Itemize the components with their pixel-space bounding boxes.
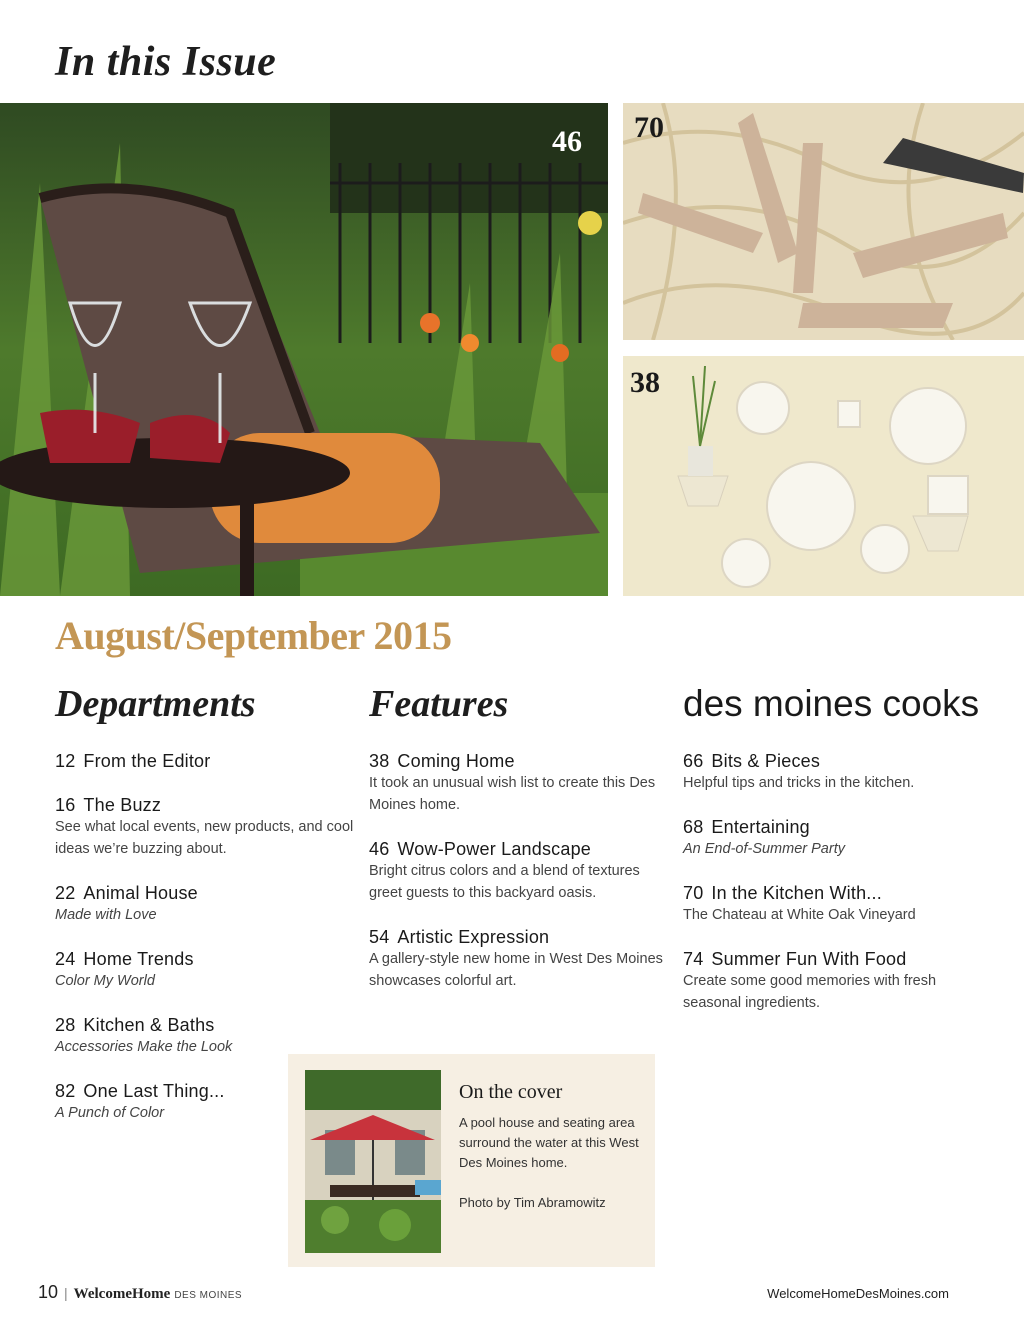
cooks-column: [683, 680, 983, 1036]
toc-page-number: 68: [683, 817, 704, 837]
toc-entry-description: A gallery-style new home in West Des Moines showcases colorful art.: [369, 951, 663, 989]
toc-entry-description: See what local events, new products, and cool ideas we’re buzzing about.: [55, 819, 354, 857]
toc-entry-title: [55, 948, 355, 970]
toc-entry[interactable]: [55, 1014, 355, 1058]
toc-title-text: One Last Thing...: [83, 1081, 225, 1101]
toc-entry-description: Create some good memories with fresh seasonal ingredients.: [683, 973, 937, 1011]
toc-entry-description: The Chateau at White Oak Vineyard: [683, 907, 916, 923]
toc-entry[interactable]: [55, 794, 355, 860]
toc-entry-description: Bright citrus colors and a blend of textures greet guests to this backyard oasis.: [369, 863, 640, 901]
toc-title-text: Artistic Expression: [397, 927, 550, 947]
toc-page-number: 22: [55, 883, 76, 903]
features-list: [369, 750, 669, 992]
toc-entry[interactable]: [683, 948, 983, 1014]
toc-page-number: 46: [369, 839, 390, 859]
cover-photo: [305, 1070, 441, 1253]
toc-entry-description: Color My World: [55, 973, 155, 989]
toc-page-number: 74: [683, 949, 704, 969]
toc-entry[interactable]: [369, 838, 669, 904]
footer-city: DES MOINES: [174, 1290, 243, 1301]
toc-page-number: 38: [369, 751, 390, 771]
footer-divider: |: [64, 1285, 68, 1301]
toc-title-text: Home Trends: [83, 949, 194, 969]
toc-page-number: 16: [55, 795, 76, 815]
toc-title-text: Wow-Power Landscape: [397, 839, 591, 859]
toc-page-number: 70: [683, 883, 704, 903]
toc-entry-description: A Punch of Color: [55, 1105, 165, 1121]
toc-title-text: Kitchen & Baths: [83, 1015, 215, 1035]
toc-entry[interactable]: [55, 882, 355, 926]
toc-title-text: Coming Home: [397, 751, 515, 771]
toc-entry[interactable]: [55, 948, 355, 992]
footer-page-number: 10: [38, 1282, 59, 1302]
toc-entry-title: [55, 1014, 355, 1036]
toc-page-number: 28: [55, 1015, 76, 1035]
pasta-photo: [623, 103, 1024, 340]
toc-entry[interactable]: [683, 750, 983, 794]
photo-page-tag: 46: [552, 125, 582, 158]
toc-entry-title: [683, 882, 983, 904]
toc-entry[interactable]: [55, 750, 355, 772]
footer-left: [38, 1282, 242, 1303]
cover-title: On the cover: [459, 1081, 563, 1103]
toc-entry-title: [683, 750, 983, 772]
toc-entry-description: It took an unusual wish list to create this Des Moines home.: [369, 775, 656, 813]
features-column: [369, 680, 669, 1014]
toc-page-number: 66: [683, 751, 704, 771]
toc-entry-description: Made with Love: [55, 907, 157, 923]
toc-entry-title: [683, 948, 983, 970]
toc-entry-description: Accessories Make the Look: [55, 1039, 233, 1055]
issue-date: August/September 2015: [55, 613, 452, 658]
departments-heading: Departments: [55, 683, 256, 725]
toc-page-number: 24: [55, 949, 76, 969]
toc-entry-title: [55, 750, 355, 772]
toc-entry[interactable]: [683, 882, 983, 926]
toc-title-text: Summer Fun With Food: [711, 949, 907, 969]
toc-entry-title: [55, 882, 355, 904]
toc-title-text: The Buzz: [83, 795, 162, 815]
footer-website[interactable]: WelcomeHomeDesMoines.com: [767, 1286, 949, 1301]
toc-entry[interactable]: [369, 750, 669, 816]
cooks-heading: des moines cooks: [683, 683, 980, 724]
toc-entry-title: [369, 926, 669, 948]
toc-entry-title: [369, 750, 669, 772]
toc-entry-description: Helpful tips and tricks in the kitchen.: [683, 775, 915, 791]
toc-title-text: From the Editor: [83, 751, 211, 771]
toc-entry-title: [55, 794, 355, 816]
page-title: In this Issue: [55, 39, 277, 85]
photo-page-tag: 38: [630, 366, 660, 399]
cover-text: A pool house and seating area surround the water at this West Des Moines home.: [459, 1115, 639, 1170]
features-heading: Features: [369, 683, 509, 725]
toc-title-text: In the Kitchen With...: [711, 883, 882, 903]
toc-page-number: 54: [369, 927, 390, 947]
footer-brand: WelcomeHome: [73, 1286, 171, 1302]
toc-entry[interactable]: [369, 926, 669, 992]
cooks-list: [683, 750, 983, 1014]
toc-entry-title: [683, 816, 983, 838]
cover-photo-credit: Photo by Tim Abramowitz: [459, 1195, 606, 1210]
toc-entry[interactable]: [683, 816, 983, 860]
toc-title-text: Bits & Pieces: [711, 751, 821, 771]
toc-entry-description: An End-of-Summer Party: [683, 841, 845, 857]
toc-page-number: 82: [55, 1081, 76, 1101]
toc-page-number: 12: [55, 751, 76, 771]
patio-photo: [0, 103, 608, 596]
photo-page-tag: 70: [634, 111, 664, 144]
toc-title-text: Entertaining: [711, 817, 810, 837]
plates-photo: [623, 356, 1024, 596]
toc-title-text: Animal House: [83, 883, 198, 903]
toc-entry-title: [369, 838, 669, 860]
